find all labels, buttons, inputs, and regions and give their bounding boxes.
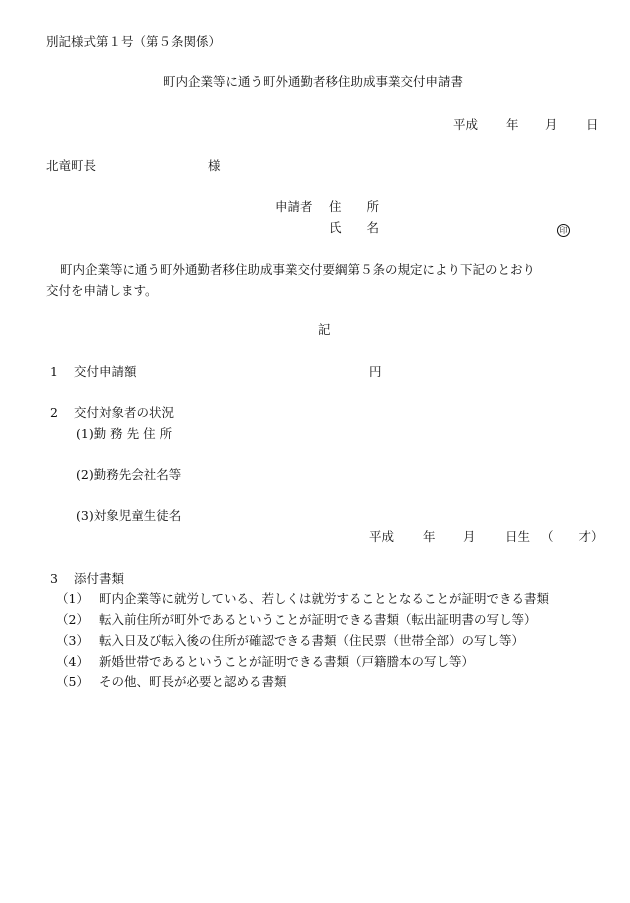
applicant-name-label: 氏 名 — [329, 220, 380, 235]
section2-item-student-name: (3)対象児童生徒名 — [76, 508, 182, 523]
attachment-text: 転入日及び転入後の住所が確認できる書類（住民票（世帯全部）の写し等） — [99, 633, 525, 648]
section2-item-company-name: (2)勤務先会社名等 — [76, 467, 182, 482]
section1-unit: 円 — [369, 364, 382, 379]
applicant-address-label: 住 所 — [329, 199, 380, 214]
section3-label: 添付書類 — [74, 571, 125, 586]
date-month: 月 — [545, 117, 558, 132]
body-paragraph-line2: 交付を申請します。 — [46, 283, 158, 298]
section1-number: 1 — [50, 364, 58, 379]
attachment-number: （2） — [56, 612, 89, 627]
attachment-number: （1） — [56, 591, 89, 606]
document-title: 町内企業等に通う町外通勤者移住助成事業交付申請書 — [163, 74, 464, 89]
section2-item-workplace-address: (1)勤 務 先 住 所 — [76, 426, 173, 441]
date-era: 平成 — [453, 117, 479, 132]
seal-mark — [557, 221, 570, 237]
attachment-number: （5） — [56, 674, 89, 689]
attachment-text: 新婚世帯であるということが証明できる書類（戸籍謄本の写し等） — [99, 654, 475, 669]
birth-age: （ 才） — [541, 529, 604, 544]
addressee-name: 北竜町長 — [46, 158, 97, 173]
body-paragraph-line1: 町内企業等に通う町外通勤者移住助成事業交付要綱第５条の規定により下記のとおり — [60, 262, 536, 277]
attachment-text: 転入前住所が町外であるということが証明できる書類（転出証明書の写し等） — [99, 612, 537, 627]
section2-label: 交付対象者の状況 — [74, 405, 175, 420]
section3-number: 3 — [50, 571, 58, 586]
form-number: 別記様式第１号（第５条関係） — [46, 34, 222, 49]
date-year: 年 — [506, 117, 519, 132]
birth-year: 年 — [423, 529, 436, 544]
applicant-label: 申請者 — [275, 199, 313, 214]
attachment-number: （3） — [56, 633, 89, 648]
date-day: 日 — [586, 117, 599, 132]
section1-label: 交付申請額 — [74, 364, 137, 379]
attachment-number: （4） — [56, 654, 89, 669]
addressee-honorific: 様 — [208, 158, 221, 173]
attachment-text: 町内企業等に就労している、若しくは就労することとなることが証明できる書類 — [99, 591, 550, 606]
birth-day: 日生 — [505, 529, 531, 544]
ki-heading: 記 — [318, 322, 331, 337]
section2-number: 2 — [50, 405, 58, 420]
attachment-text: その他、町長が必要と認める書類 — [99, 674, 287, 689]
birth-era: 平成 — [369, 529, 395, 544]
seal-icon: 印 — [557, 224, 570, 237]
birth-month: 月 — [463, 529, 476, 544]
